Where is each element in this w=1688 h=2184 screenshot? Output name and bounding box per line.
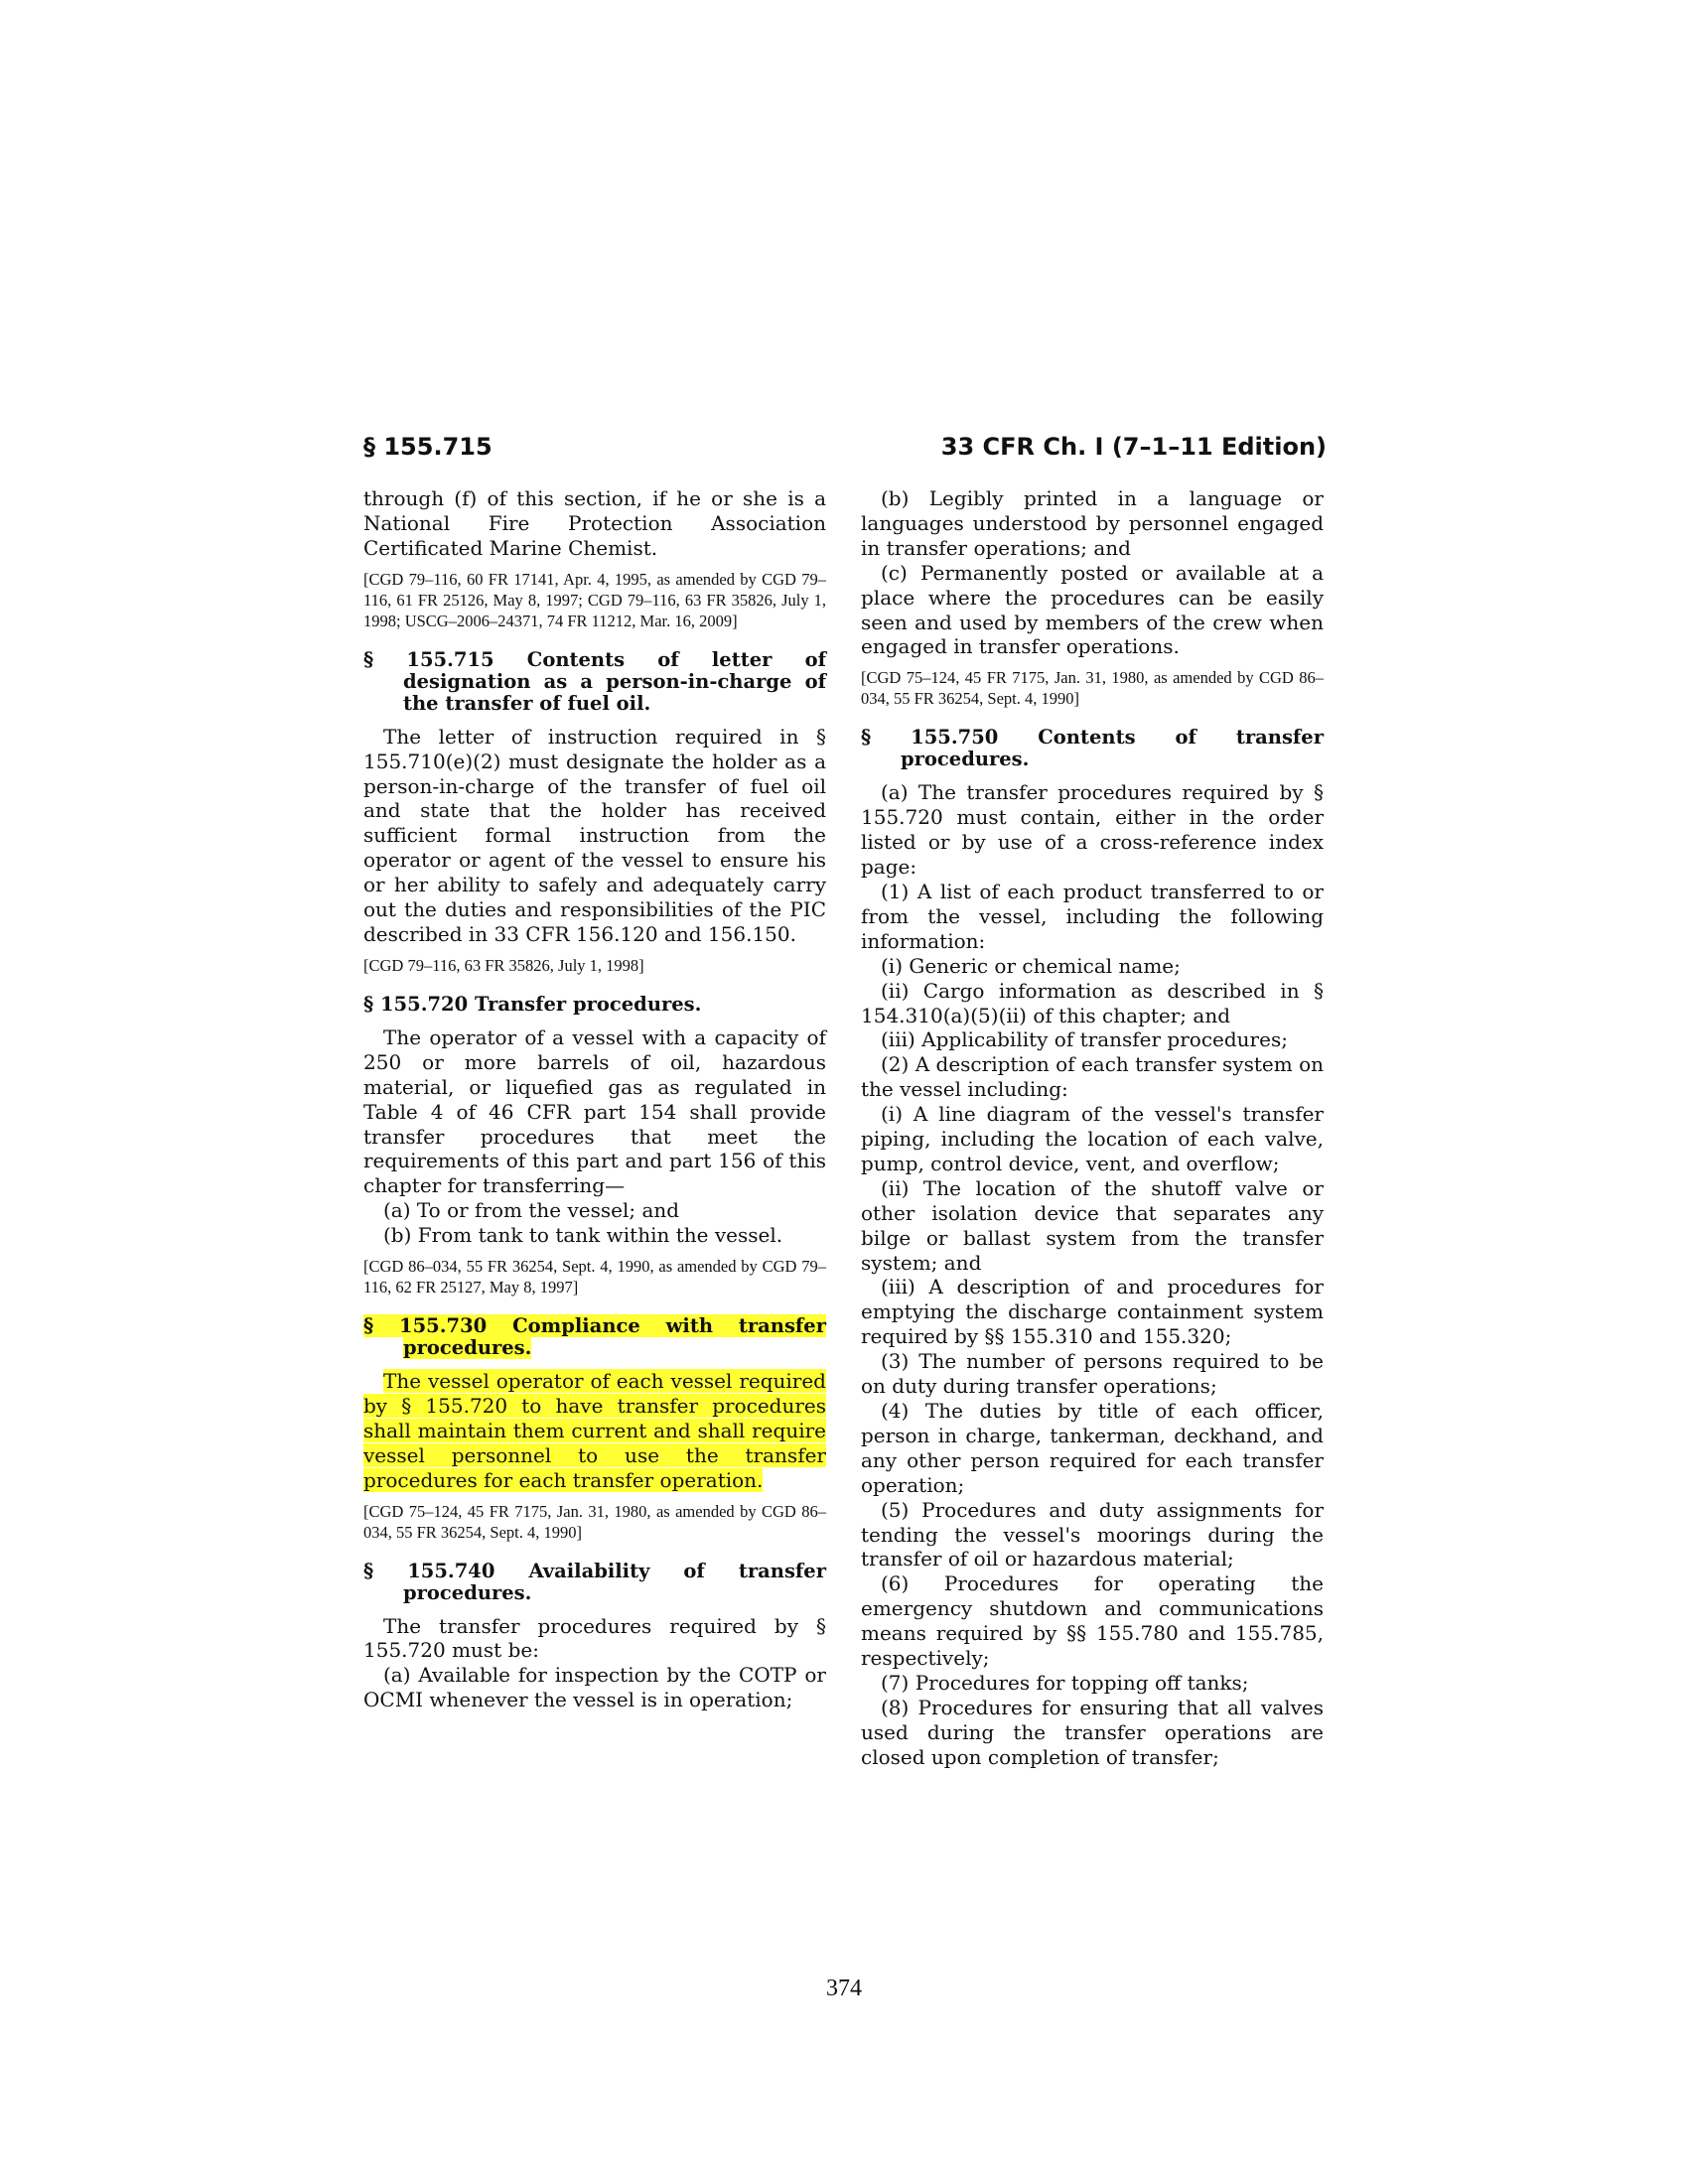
section-155-715-heading: § 155.715 Contents of letter of designation as a person-in-charge of the transfer of fuel oil. <box>363 647 826 715</box>
section-155-740-citation: [CGD 75–124, 45 FR 7175, Jan. 31, 1980, as amended by CGD 86–034, 55 FR 36254, Sept. 4, 1990] <box>861 668 1324 709</box>
section-155-750-p1iii: (iii) Applicability of transfer procedures; <box>881 1027 1288 1052</box>
section-155-720-body: The operator of a vessel with a capacity of 250 or more barrels of oil, hazardous material, or liquefied gas as regulated in Table 4 of 46 CFR part 154 shall provide transfer procedures that meet the requirements of this part and part 156 of this chapter for transferring— <box>363 1024 826 1198</box>
section-155-740-body: The transfer procedures required by § 155.720 must be: <box>363 1613 826 1663</box>
section-155-720-item-b: (b) From tank to tank within the vessel. <box>383 1223 783 1248</box>
section-155-750-p1ii: (ii) Cargo information as described in § 154.310(a)(5)(ii) of this chapter; and <box>861 978 1324 1027</box>
section-155-750-p6: (6) Procedures for operating the emergency shutdown and communications means required by §§ 155.780 and 155.785, respectively; <box>861 1571 1324 1671</box>
intro-citation: [CGD 79–116, 60 FR 17141, Apr. 4, 1995, as amended by CGD 79–116, 61 FR 25126, May 8, 1997; CGD 79–116, 63 FR 35826, July 1, 1998; USCG–2006–24371, 74 FR 11212, Mar. 16, 2009] <box>363 569 826 630</box>
highlighted-heading: § 155.730 Compliance with transfer procedures. <box>363 1314 826 1360</box>
section-155-740-heading: § 155.740 Availability of transfer procedures. <box>363 1559 826 1604</box>
section-155-750-heading: § 155.750 Contents of transfer procedures. <box>861 726 1324 771</box>
section-155-730-body <box>363 1369 826 1493</box>
header-title: 33 CFR Ch. I (7–1–11 Edition) <box>940 433 1327 461</box>
section-155-750-p2i: (i) A line diagram of the vessel's transfer piping, including the location of each valve, pump, control device, vent, and overflow; <box>861 1102 1324 1175</box>
section-155-750-para-a: (a) The transfer procedures required by § 155.720 must contain, either in the order listed or by use of a cross-reference index page: <box>861 780 1324 880</box>
section-155-750-p2: (2) A description of each transfer system on the vessel including: <box>861 1052 1324 1102</box>
section-155-720-citation: [CGD 86–034, 55 FR 36254, Sept. 4, 1990, as amended by CGD 79–116, 62 FR 25127, May 8, 1997] <box>363 1257 826 1297</box>
running-header <box>363 433 1327 469</box>
section-155-740-item-a: (a) Available for inspection by the COTP or OCMI whenever the vessel is in operation; <box>363 1663 826 1712</box>
section-155-750-p1: (1) A list of each product transferred to or from the vessel, including the following information: <box>861 879 1324 953</box>
section-155-730-heading <box>363 1315 826 1359</box>
section-155-740-item-b: (b) Legibly printed in a language or languages understood by personnel engaged in transfer operations; and <box>861 486 1324 560</box>
right-column <box>861 486 1324 1770</box>
section-155-750-p3: (3) The number of persons required to be on duty during transfer operations; <box>861 1349 1324 1399</box>
section-155-750-p4: (4) The duties by title of each officer, person in charge, tankerman, deckhand, and any other person required for each transfer operation; <box>861 1399 1324 1497</box>
intro-text: through (f) of this section, if he or she is a National Fire Protection Association Certificated Marine Chemist. <box>363 486 826 560</box>
section-155-750-p5: (5) Procedures and duty assignments for tending the vessel's moorings during the transfer of oil or hazardous material; <box>861 1497 1324 1571</box>
section-155-740-item-c: (c) Permanently posted or available at a place where the procedures can be easily seen and used by members of the crew when engaged in transfer operations. <box>861 560 1324 659</box>
left-column <box>363 486 826 1712</box>
header-section-number: § 155.715 <box>363 433 492 461</box>
section-155-715-body: The letter of instruction required in § 155.710(e)(2) must designate the holder as a person-in-charge of the transfer of fuel oil and state that the holder has received sufficient formal instruction from the operator or agent of the vessel to ensure his or her ability to safely and adequately carry out the duties and responsibilities of the PIC described in 33 CFR 156.120 and 156.150. <box>363 724 826 946</box>
section-155-750-p2ii: (ii) The location of the shutoff valve or other isolation device that separates any bilge or ballast system from the transfer system; and <box>861 1175 1324 1275</box>
section-155-750-p8: (8) Procedures for ensuring that all valves used during the transfer operations are closed upon completion of transfer; <box>861 1695 1324 1769</box>
section-155-730-citation: [CGD 75–124, 45 FR 7175, Jan. 31, 1980, as amended by CGD 86–034, 55 FR 36254, Sept. 4, 1990] <box>363 1501 826 1542</box>
page-number: 374 <box>826 1976 862 2001</box>
section-155-750-p1i: (i) Generic or chemical name; <box>881 953 1181 978</box>
section-155-720-item-a: (a) To or from the vessel; and <box>383 1198 680 1223</box>
section-155-750-p7: (7) Procedures for topping off tanks; <box>881 1670 1249 1695</box>
section-155-715-citation: [CGD 79–116, 63 FR 35826, July 1, 1998] <box>363 955 644 975</box>
section-155-720-heading: § 155.720 Transfer procedures. <box>363 992 702 1016</box>
highlighted-body: The vessel operator of each vessel required by § 155.720 to have transfer procedures shall maintain them current and shall require vessel personnel to use the transfer procedures for each transfer operation. <box>363 1369 826 1492</box>
section-155-750-p2iii: (iii) A description of and procedures for emptying the discharge containment system required by §§ 155.310 and 155.320; <box>861 1275 1324 1349</box>
